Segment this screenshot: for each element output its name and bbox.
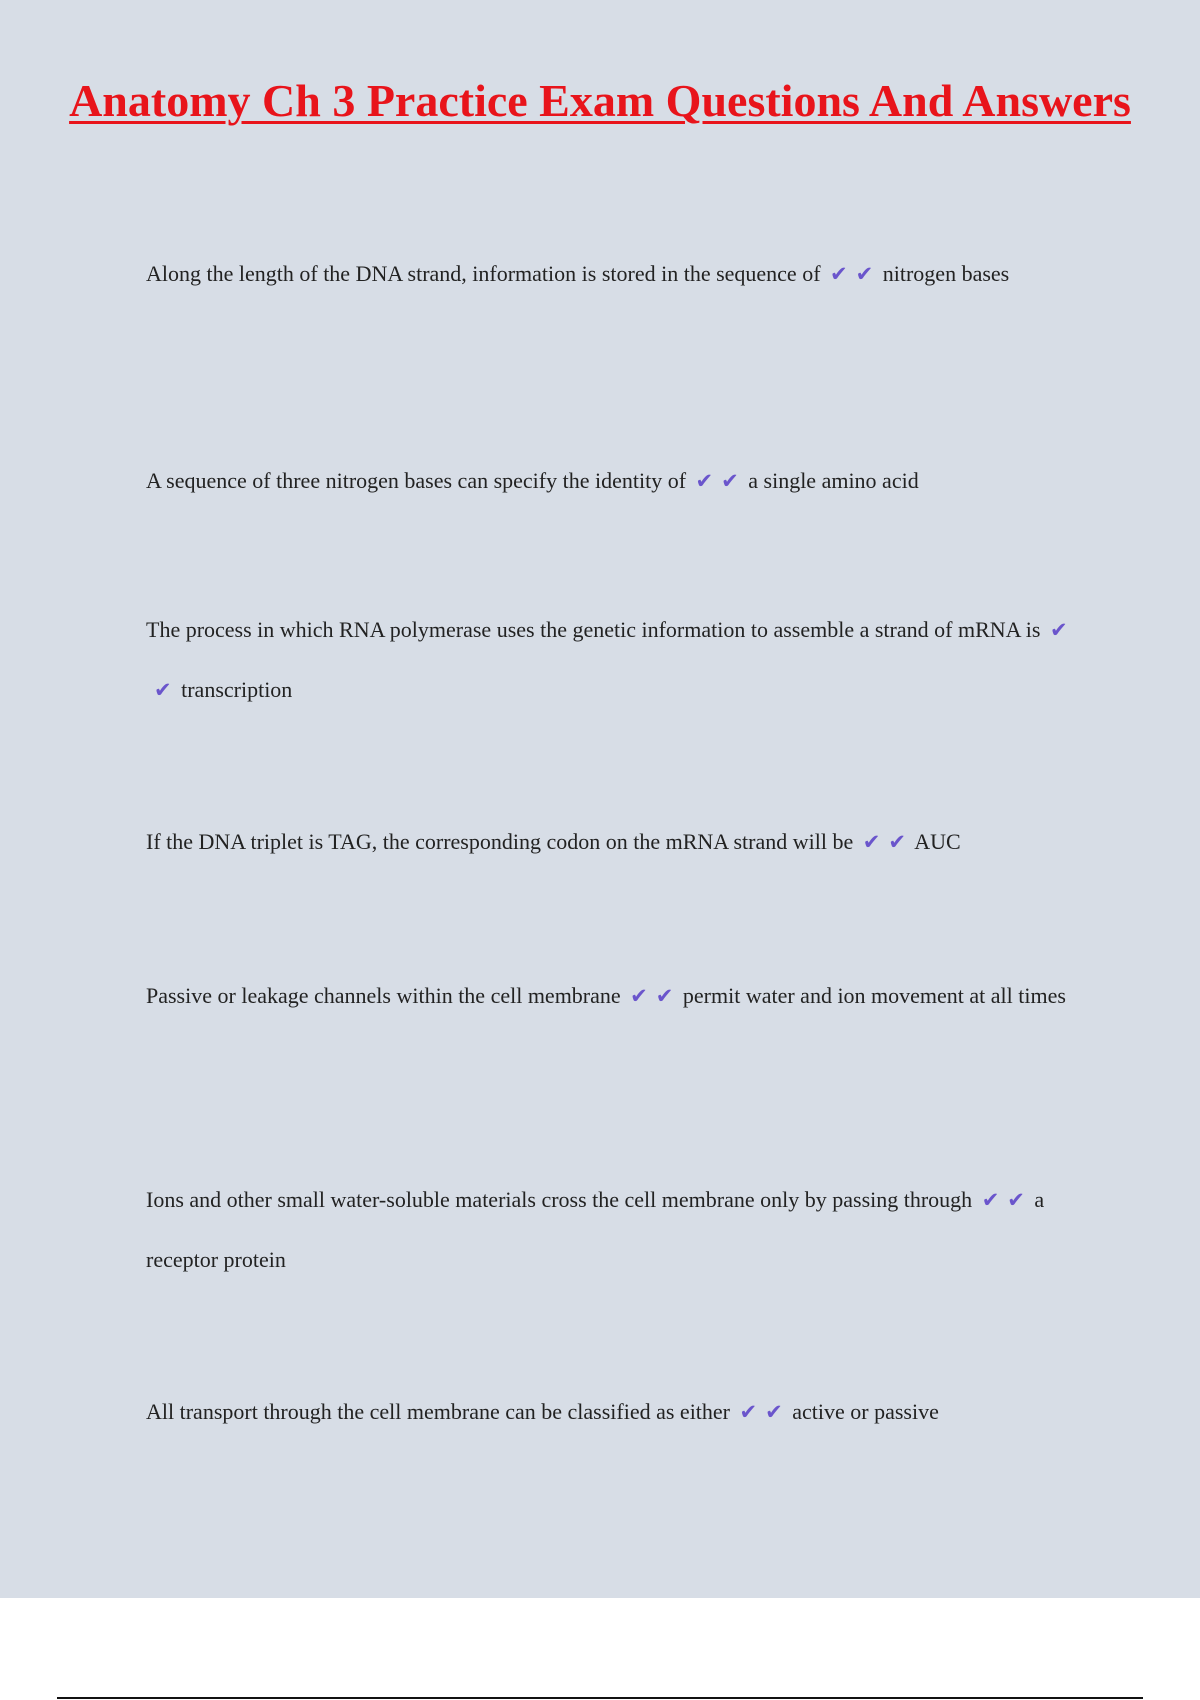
footer-divider bbox=[57, 1697, 1143, 1699]
answer-text: permit water and ion movement at all times bbox=[682, 983, 1066, 1008]
question-text: A sequence of three nitrogen bases can specify the identity of bbox=[146, 468, 687, 493]
answer-text: a single amino acid bbox=[748, 468, 919, 493]
document-title: Anatomy Ch 3 Practice Exam Questions And Answers bbox=[69, 75, 1131, 126]
answer-text: transcription bbox=[181, 677, 293, 702]
check-icon: ✔ bbox=[630, 984, 648, 1008]
check-icon: ✔ bbox=[981, 1188, 1000, 1212]
check-icon: ✔ bbox=[830, 262, 848, 286]
check-icon: ✔ bbox=[695, 469, 714, 493]
qa-item bbox=[146, 1170, 1086, 1290]
qa-item bbox=[146, 966, 1086, 1026]
answer-text: AUC bbox=[914, 829, 961, 854]
check-icon: ✔ bbox=[888, 830, 906, 854]
check-icon: ✔ bbox=[1049, 618, 1068, 642]
question-text: Passive or leakage channels within the cell membrane bbox=[146, 983, 621, 1008]
check-icon: ✔ bbox=[721, 469, 739, 493]
check-icon: ✔ bbox=[1007, 1188, 1025, 1212]
qa-item bbox=[146, 1382, 1086, 1442]
qa-item bbox=[146, 812, 1086, 872]
qa-item bbox=[146, 451, 1086, 511]
qa-item bbox=[146, 244, 1086, 304]
answer-text: active or passive bbox=[792, 1399, 939, 1424]
answer-text: nitrogen bases bbox=[882, 261, 1010, 286]
answer-text: a receptor protein bbox=[146, 1187, 1045, 1272]
question-text: The process in which RNA polymerase uses the genetic information to assemble a strand of mRNA is bbox=[146, 617, 1041, 642]
check-icon: ✔ bbox=[855, 262, 874, 286]
question-text: All transport through the cell membrane can be classified as either bbox=[146, 1399, 731, 1424]
check-icon: ✔ bbox=[154, 678, 172, 702]
check-icon: ✔ bbox=[739, 1400, 758, 1424]
qa-item bbox=[146, 600, 1086, 720]
check-icon: ✔ bbox=[655, 984, 674, 1008]
question-text: Along the length of the DNA strand, information is stored in the sequence of bbox=[146, 261, 821, 286]
check-icon: ✔ bbox=[862, 830, 881, 854]
question-text: If the DNA triplet is TAG, the corresponding codon on the mRNA strand will be bbox=[146, 829, 854, 854]
check-icon: ✔ bbox=[765, 1400, 783, 1424]
question-text: Ions and other small water-soluble materials cross the cell membrane only by passing through bbox=[146, 1187, 973, 1212]
